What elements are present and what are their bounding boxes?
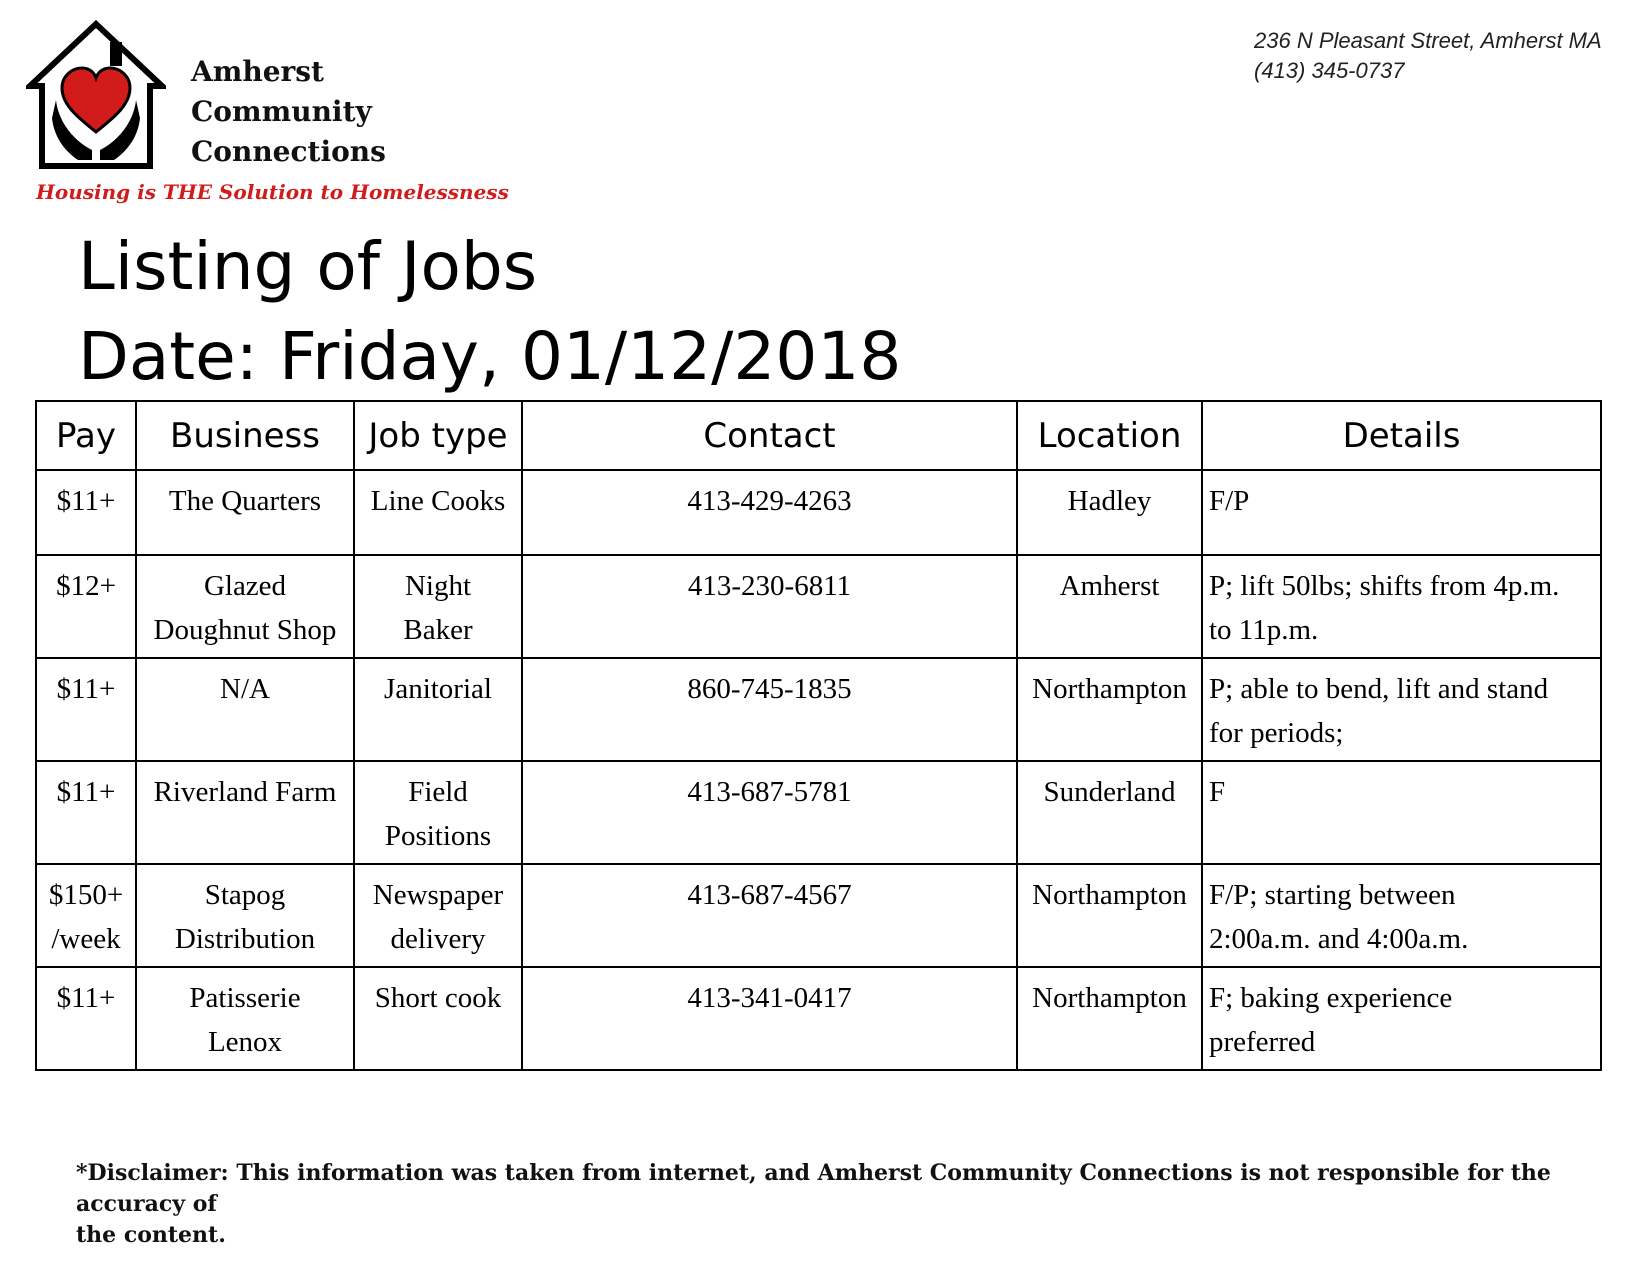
cell-details xyxy=(1202,864,1601,967)
cell-contact: 413-341-0417 xyxy=(522,967,1017,1070)
cell-business xyxy=(136,555,354,658)
cell-contact: 860-745-1835 xyxy=(522,658,1017,761)
header-pay: Pay xyxy=(36,401,136,470)
title-listing: Listing of Jobs xyxy=(78,228,538,305)
business-line: Riverland Farm xyxy=(153,776,337,808)
org-name-line-1: Amherst xyxy=(191,55,324,88)
disclaimer-line-1: *Disclaimer: This information was taken from internet, and Amherst Community Connections is not responsible for the accuracy of xyxy=(76,1160,1551,1217)
table-row xyxy=(36,470,1601,555)
details-line: F/P; starting between xyxy=(1209,879,1456,911)
cell-job-type xyxy=(354,658,522,761)
cell-pay xyxy=(36,658,136,761)
disclaimer-line-2: the content. xyxy=(76,1222,226,1248)
cell-contact: 413-429-4263 xyxy=(522,470,1017,555)
cell-pay xyxy=(36,555,136,658)
cell-location: Hadley xyxy=(1017,470,1202,555)
business-line: Lenox xyxy=(207,1026,283,1058)
table-row xyxy=(36,761,1601,864)
cell-pay xyxy=(36,864,136,967)
cell-location: Northampton xyxy=(1017,864,1202,967)
cell-details xyxy=(1202,470,1601,555)
org-tagline: Housing is THE Solution to Homelessness xyxy=(36,180,509,204)
cell-contact: 413-687-4567 xyxy=(522,864,1017,967)
cell-business xyxy=(136,658,354,761)
cell-job-type xyxy=(354,470,522,555)
job-type-line: Short cook xyxy=(374,982,502,1014)
table-row xyxy=(36,658,1601,761)
details-line: P; able to bend, lift and stand xyxy=(1209,673,1549,705)
cell-location: Northampton xyxy=(1017,967,1202,1070)
header-location: Location xyxy=(1017,401,1202,470)
cell-pay xyxy=(36,967,136,1070)
job-type-line: Night xyxy=(404,570,472,602)
business-line: Doughnut Shop xyxy=(153,614,337,646)
org-name xyxy=(191,52,386,172)
org-name-line-3: Connections xyxy=(191,135,386,168)
business-line: The Quarters xyxy=(168,485,322,517)
cell-location: Northampton xyxy=(1017,658,1202,761)
table-row xyxy=(36,967,1601,1070)
cell-details xyxy=(1202,967,1601,1070)
details-line: F xyxy=(1209,776,1226,808)
cell-details xyxy=(1202,658,1601,761)
cell-business xyxy=(136,864,354,967)
details-line: F; baking experience xyxy=(1209,982,1453,1014)
business-line: N/A xyxy=(220,673,270,705)
details-line: for periods; xyxy=(1209,717,1344,749)
cell-job-type xyxy=(354,967,522,1070)
org-name-line-2: Community xyxy=(191,95,372,128)
table-row xyxy=(36,555,1601,658)
cell-details xyxy=(1202,761,1601,864)
header-job-type: Job type xyxy=(354,401,522,470)
pay-line: $11+ xyxy=(56,982,116,1014)
pay-line: $11+ xyxy=(56,485,116,517)
address-street: 236 N Pleasant Street, Amherst MA xyxy=(1254,28,1602,53)
address-phone: (413) 345-0737 xyxy=(1254,58,1405,83)
cell-business xyxy=(136,470,354,555)
cell-job-type xyxy=(354,864,522,967)
job-type-line: Newspaper xyxy=(372,879,504,911)
table-row xyxy=(36,864,1601,967)
jobs-table xyxy=(35,400,1602,1071)
job-type-line: Baker xyxy=(403,614,473,646)
cell-contact: 413-687-5781 xyxy=(522,761,1017,864)
page-title xyxy=(78,222,901,402)
cell-job-type xyxy=(354,761,522,864)
header-business: Business xyxy=(136,401,354,470)
details-line: to 11p.m. xyxy=(1209,614,1319,646)
cell-details xyxy=(1202,555,1601,658)
cell-contact: 413-230-6811 xyxy=(522,555,1017,658)
business-line: Distribution xyxy=(174,923,316,955)
table-header-row xyxy=(36,401,1601,470)
disclaimer xyxy=(76,1158,1606,1251)
title-date: Date: Friday, 01/12/2018 xyxy=(78,318,902,395)
business-line: Patisserie xyxy=(189,982,301,1014)
job-type-line: Positions xyxy=(384,820,492,852)
business-line: Glazed xyxy=(203,570,287,602)
cell-job-type xyxy=(354,555,522,658)
header-contact: Contact xyxy=(522,401,1017,470)
cell-location: Amherst xyxy=(1017,555,1202,658)
job-type-line: Janitorial xyxy=(384,673,492,705)
cell-business xyxy=(136,967,354,1070)
cell-pay xyxy=(36,761,136,864)
job-type-line: delivery xyxy=(390,923,486,955)
details-line: P; lift 50lbs; shifts from 4p.m. xyxy=(1209,570,1560,602)
org-logo xyxy=(26,20,509,205)
cell-location: Sunderland xyxy=(1017,761,1202,864)
org-address xyxy=(1254,26,1602,86)
details-line: F/P xyxy=(1209,485,1250,517)
job-type-line: Line Cooks xyxy=(370,485,506,517)
business-line: Stapog xyxy=(204,879,286,911)
cell-business xyxy=(136,761,354,864)
pay-line: $11+ xyxy=(56,776,116,808)
details-line: preferred xyxy=(1209,1026,1316,1058)
pay-line: $150+ xyxy=(48,879,124,911)
job-type-line: Field xyxy=(408,776,468,808)
header-details: Details xyxy=(1202,401,1601,470)
pay-line: $11+ xyxy=(56,673,116,705)
details-line: 2:00a.m. and 4:00a.m. xyxy=(1209,923,1469,955)
cell-pay xyxy=(36,470,136,555)
house-heart-hands-icon xyxy=(26,20,166,170)
pay-line: $12+ xyxy=(56,570,116,602)
pay-line: /week xyxy=(51,923,121,955)
